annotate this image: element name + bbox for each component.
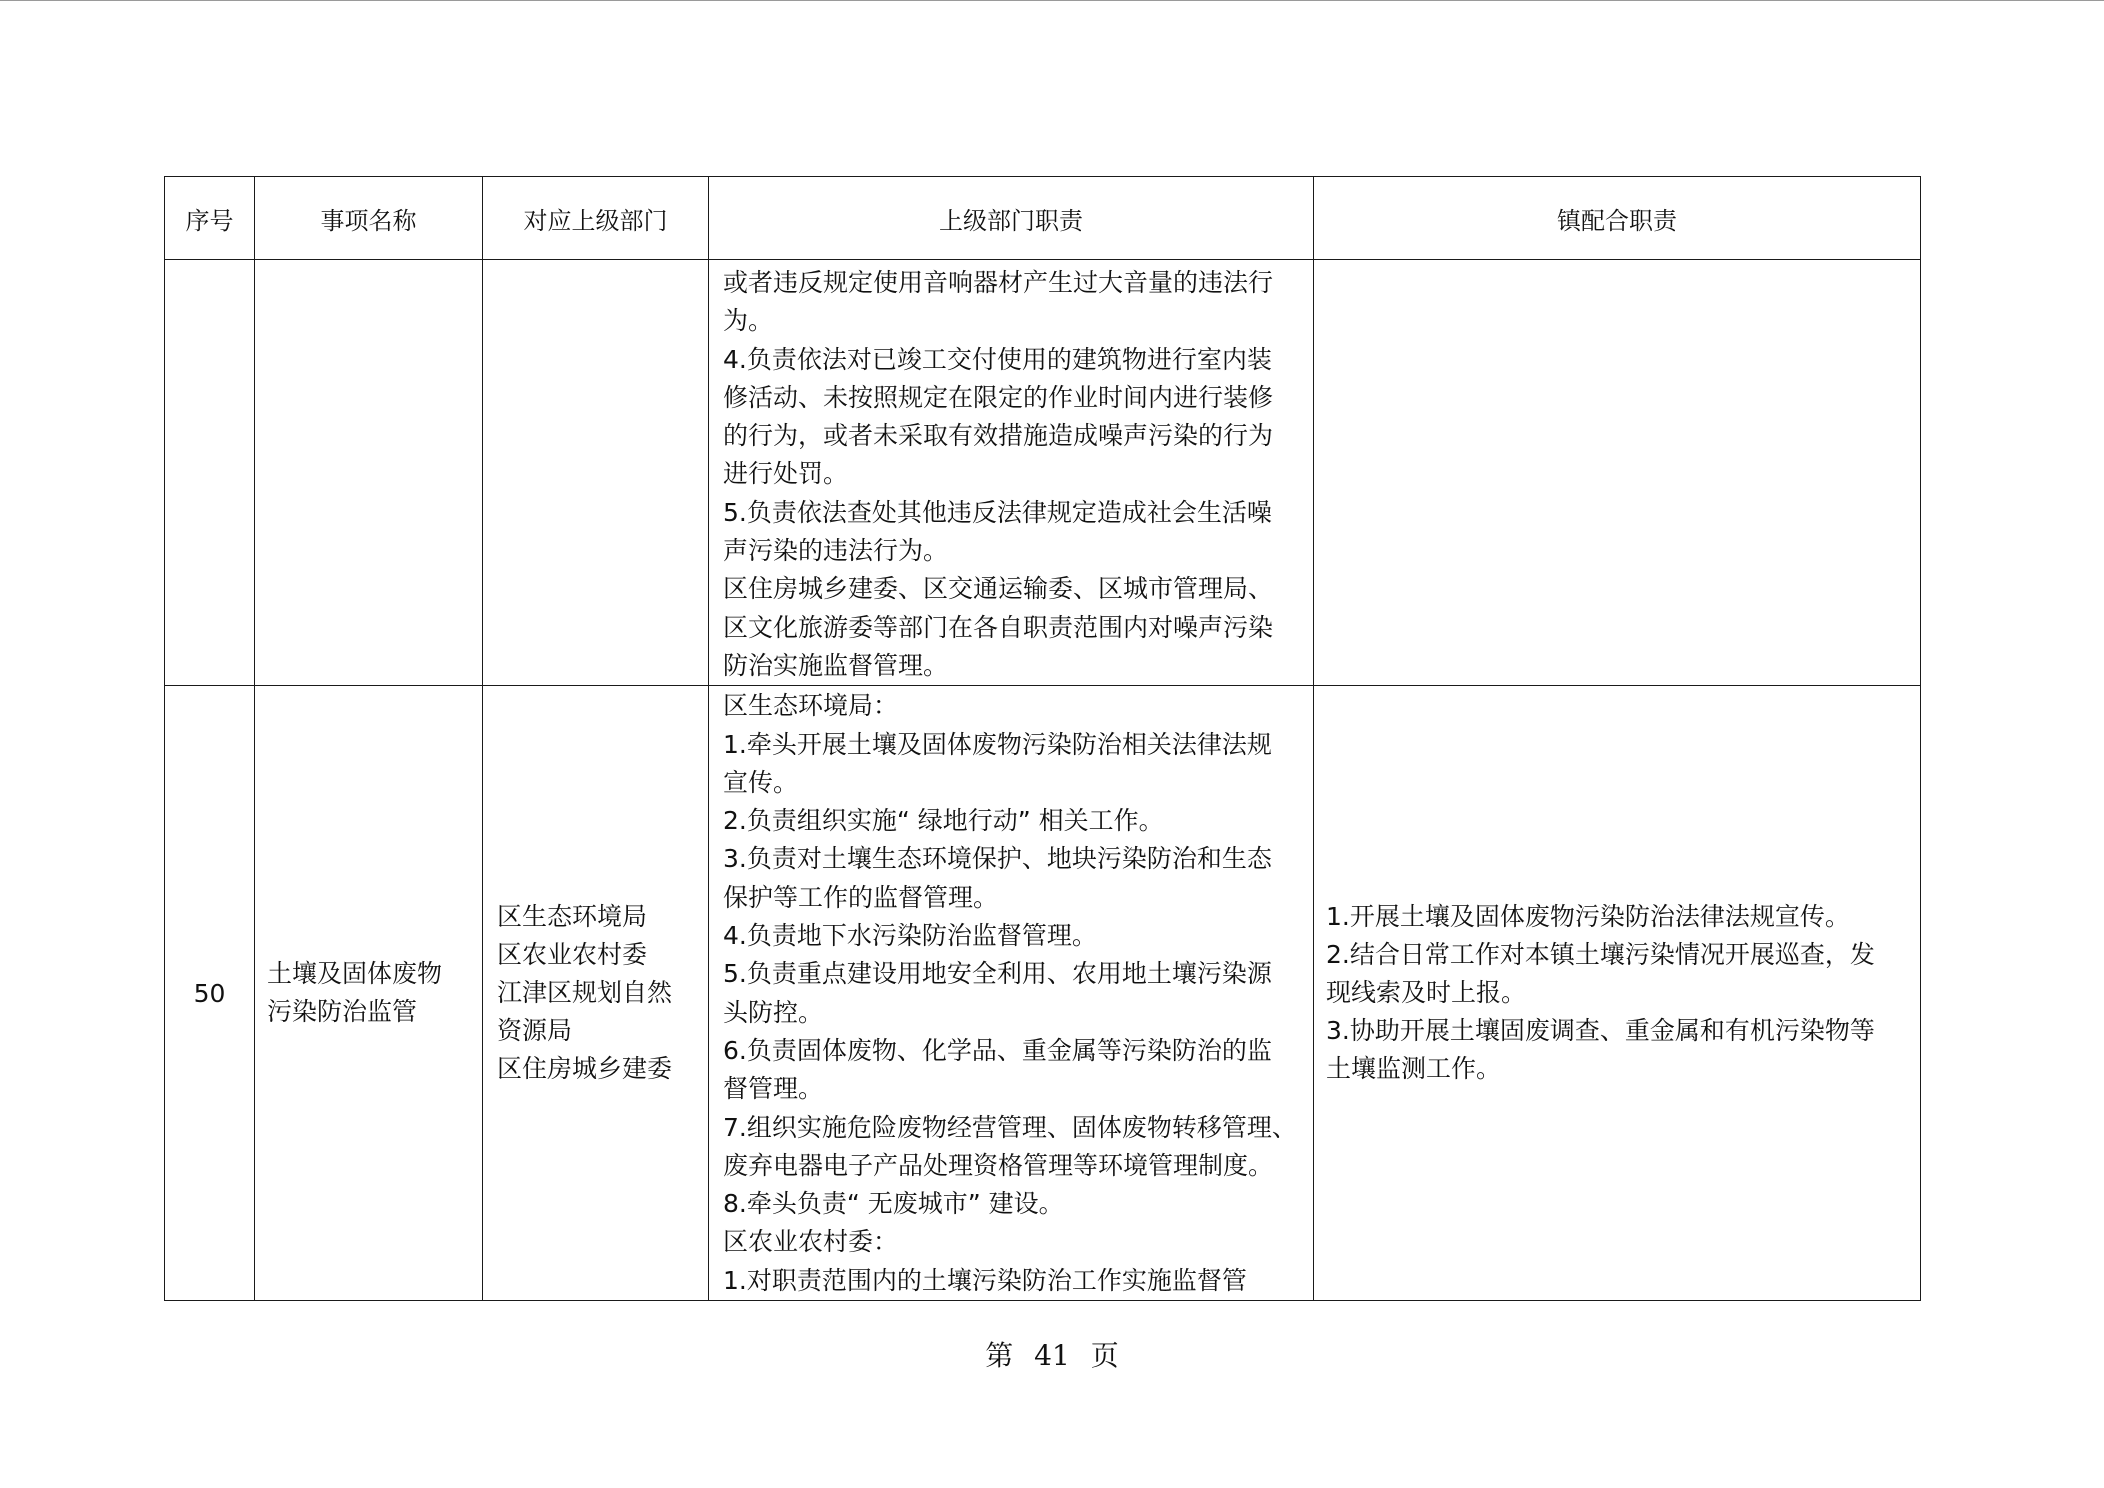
cell-town-duties xyxy=(1314,686,1921,1301)
cell-item-name xyxy=(255,686,483,1301)
duty-line: 废弃电器电子产品处理资格管理等环境管理制度。 xyxy=(723,1150,1274,1180)
item-name-line: 土壤及固体废物 xyxy=(267,959,443,989)
duty-line: 或者违反规定使用音响器材产生过大音量的违法行 xyxy=(723,268,1274,297)
cell-index-empty xyxy=(165,260,255,686)
duty-line: 1.牵头开展土壤及固体废物污染防治相关法律法规 xyxy=(723,729,1272,759)
header-item-name: 事项名称 xyxy=(255,177,483,260)
cell-superior-departments xyxy=(483,686,709,1301)
duty-line: 宣传。 xyxy=(723,767,799,797)
duty-line: 声污染的违法行为。 xyxy=(723,536,949,566)
duty-line: 督管理。 xyxy=(723,1074,824,1104)
cell-name-empty xyxy=(255,260,483,686)
cell-town-duties-empty xyxy=(1314,260,1921,686)
duty-line: 进行处罚。 xyxy=(723,459,849,489)
duty-line: 区住房城乡建委、区交通运输委、区城市管理局、 xyxy=(723,574,1274,604)
duty-line: 修活动、未按照规定在限定的作业时间内进行装修 xyxy=(723,382,1274,412)
page-footer xyxy=(0,1334,2104,1374)
department-line: 区生态环境局 xyxy=(497,902,648,932)
cell-index: 50 xyxy=(165,686,255,1301)
duty-line: 1.对职责范围内的土壤污染防治工作实施监督管 xyxy=(723,1265,1247,1295)
header-index: 序号 xyxy=(165,177,255,260)
duty-line: 5.负责依法查处其他违反法律规定造成社会生活噪 xyxy=(723,497,1272,527)
cell-superior-duties xyxy=(709,686,1314,1301)
duty-line: 的行为，或者未采取有效措施造成噪声污染的行为 xyxy=(723,421,1274,451)
duty-line: 7.组织实施危险废物经营管理、固体废物转移管理、 xyxy=(723,1112,1297,1142)
department-line: 江津区规划自然 xyxy=(497,978,673,1008)
duty-line: 8.牵头负责“ 无废城市” 建设。 xyxy=(723,1189,1064,1219)
duty-line: 3.负责对土壤生态环境保护、地块污染防治和生态 xyxy=(723,844,1272,874)
header-town-duties: 镇配合职责 xyxy=(1314,177,1921,260)
duty-line: 区农业农村委： xyxy=(723,1227,899,1257)
page-number: 41 xyxy=(1034,1339,1070,1372)
cell-department-empty xyxy=(483,260,709,686)
page-prefix: 第 xyxy=(985,1339,1014,1372)
cell-superior-duties-continued xyxy=(709,260,1314,686)
town-duty-line: 土壤监测工作。 xyxy=(1326,1054,1502,1084)
header-superior-duties: 上级部门职责 xyxy=(709,177,1314,260)
duty-line: 2.负责组织实施“ 绿地行动” 相关工作。 xyxy=(723,806,1164,836)
town-duty-line: 3.协助开展土壤固废调查、重金属和有机污染物等 xyxy=(1326,1016,1875,1046)
top-border-line xyxy=(0,0,2104,1)
town-duty-line: 1.开展土壤及固体废物污染防治法律法规宣传。 xyxy=(1326,902,1850,932)
department-line: 区农业农村委 xyxy=(497,940,648,970)
duty-line: 区生态环境局： xyxy=(723,691,899,721)
duty-line: 4.负责地下水污染防治监督管理。 xyxy=(723,921,1097,951)
header-superior-department: 对应上级部门 xyxy=(483,177,709,260)
duty-line: 防治实施监督管理。 xyxy=(723,650,949,680)
table-header-row xyxy=(165,177,1921,260)
table-row-50 xyxy=(165,686,1921,1301)
town-duty-line: 现线索及时上报。 xyxy=(1326,978,1527,1008)
table-row-continuation xyxy=(165,260,1921,686)
duty-line: 区文化旅游委等部门在各自职责范围内对噪声污染 xyxy=(723,612,1274,642)
duty-line: 保护等工作的监督管理。 xyxy=(723,882,999,912)
duty-line: 5.负责重点建设用地安全利用、农用地土壤污染源 xyxy=(723,959,1272,989)
duty-line: 6.负责固体废物、化学品、重金属等污染防治的监 xyxy=(723,1035,1272,1065)
duty-line: 头防控。 xyxy=(723,997,824,1027)
town-duty-line: 2.结合日常工作对本镇土壤污染情况开展巡查，发 xyxy=(1326,940,1875,970)
department-line: 区住房城乡建委 xyxy=(497,1054,673,1084)
duty-line: 4.负责依法对已竣工交付使用的建筑物进行室内装 xyxy=(723,344,1272,374)
department-line: 资源局 xyxy=(497,1016,573,1046)
page-suffix: 页 xyxy=(1090,1339,1119,1372)
duty-line: 为。 xyxy=(723,306,774,336)
item-name-line: 污染防治监管 xyxy=(267,997,418,1027)
duty-table xyxy=(164,176,1921,1301)
